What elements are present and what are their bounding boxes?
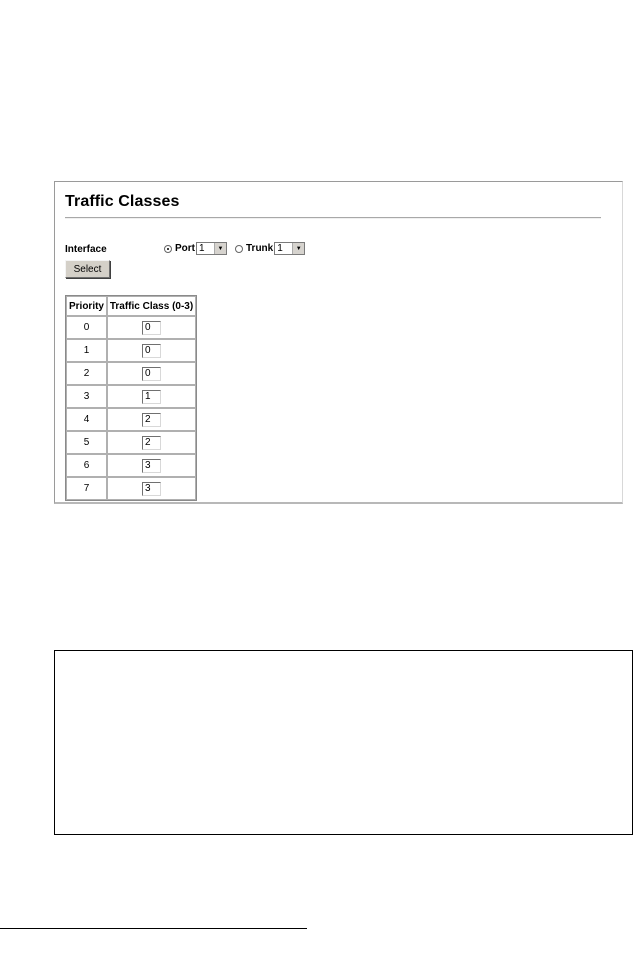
traffic-class-input[interactable]: 2 bbox=[142, 413, 161, 427]
table-row bbox=[66, 408, 196, 431]
traffic-class-input[interactable]: 0 bbox=[142, 321, 161, 335]
trunk-select[interactable] bbox=[274, 242, 305, 255]
priority-cell: 3 bbox=[66, 385, 107, 408]
priority-cell: 1 bbox=[66, 339, 107, 362]
title-divider bbox=[65, 217, 601, 219]
traffic-class-input[interactable]: 1 bbox=[142, 390, 161, 404]
chevron-down-icon[interactable]: ▼ bbox=[214, 243, 226, 254]
table-row bbox=[66, 316, 196, 339]
port-option bbox=[164, 242, 227, 255]
note-box bbox=[54, 650, 633, 835]
priority-cell: 7 bbox=[66, 477, 107, 500]
column-header-traffic-class: Traffic Class (0-3) bbox=[107, 296, 196, 316]
port-select-value: 1 bbox=[199, 243, 205, 254]
traffic-class-input[interactable]: 2 bbox=[142, 436, 161, 450]
chevron-down-icon[interactable]: ▼ bbox=[292, 243, 304, 254]
priority-cell: 6 bbox=[66, 454, 107, 477]
priority-cell: 4 bbox=[66, 408, 107, 431]
port-radio[interactable] bbox=[164, 245, 172, 253]
interface-label: Interface bbox=[65, 244, 107, 255]
column-header-priority: Priority bbox=[66, 296, 107, 316]
table-row bbox=[66, 362, 196, 385]
traffic-classes-panel bbox=[54, 181, 623, 504]
table-row bbox=[66, 385, 196, 408]
table-row bbox=[66, 339, 196, 362]
page-title: Traffic Classes bbox=[65, 193, 180, 210]
table-row bbox=[66, 454, 196, 477]
table-row bbox=[66, 477, 196, 500]
priority-cell: 5 bbox=[66, 431, 107, 454]
traffic-class-input[interactable]: 3 bbox=[142, 482, 161, 496]
port-select[interactable] bbox=[196, 242, 227, 255]
trunk-option bbox=[235, 242, 305, 255]
traffic-class-table bbox=[65, 295, 197, 501]
trunk-select-value: 1 bbox=[277, 243, 283, 254]
footnote-divider bbox=[0, 928, 307, 929]
trunk-radio[interactable] bbox=[235, 245, 243, 253]
table-row bbox=[66, 431, 196, 454]
traffic-class-input[interactable]: 0 bbox=[142, 344, 161, 358]
port-radio-label: Port bbox=[175, 243, 195, 254]
traffic-class-input[interactable]: 3 bbox=[142, 459, 161, 473]
priority-cell: 0 bbox=[66, 316, 107, 339]
trunk-radio-label: Trunk bbox=[246, 243, 274, 254]
priority-cell: 2 bbox=[66, 362, 107, 385]
select-button[interactable]: Select bbox=[65, 260, 110, 278]
traffic-class-input[interactable]: 0 bbox=[142, 367, 161, 381]
